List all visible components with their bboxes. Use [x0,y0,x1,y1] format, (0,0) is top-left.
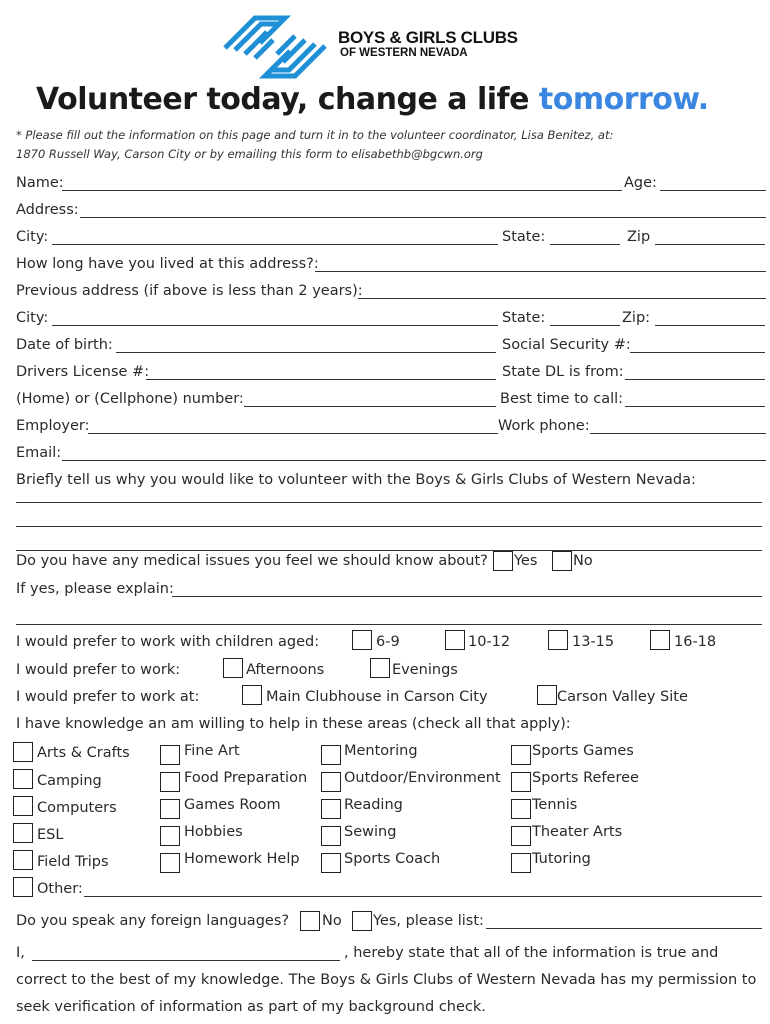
medical-explain-field[interactable] [172,596,762,597]
languages-list-field[interactable] [486,928,762,929]
computers-checkbox[interactable] [13,796,33,816]
medical-no-label: No [573,553,593,569]
ssn-label: Social Security #: [502,337,631,353]
camping-label: Camping [37,773,102,789]
medical-explain-line-2[interactable] [16,624,762,625]
medical-yes-checkbox[interactable] [493,551,513,571]
name-label: Name: [16,175,64,191]
why-volunteer-line-2[interactable] [16,526,762,527]
zip2-label: Zip: [622,310,651,326]
afternoons-checkbox[interactable] [223,658,243,678]
logo [215,8,555,88]
headline-accent: tomorrow. [538,82,709,117]
age-16-18-checkbox[interactable] [650,630,670,650]
how-long-label: How long have you lived at this address?: [16,256,319,272]
areas-label: I have knowledge an am willing to help in these areas (check all that apply): [16,716,571,732]
medical-no-checkbox[interactable] [552,551,572,571]
zip-field[interactable] [655,244,765,245]
languages-yes-checkbox[interactable] [352,911,372,931]
state-dl-label: State DL is from: [502,364,624,380]
hobbies-checkbox[interactable] [160,826,180,846]
evenings-checkbox[interactable] [370,658,390,678]
state2-label: State: [502,310,546,326]
arts-crafts-label: Arts & Crafts [37,745,130,761]
work-phone-label: Work phone: [498,418,590,434]
homework-help-checkbox[interactable] [160,853,180,873]
fine-art-checkbox[interactable] [160,745,180,765]
homework-help-label: Homework Help [184,851,300,867]
phone-field[interactable] [244,406,496,407]
main-clubhouse-checkbox[interactable] [242,685,262,705]
instructions-line1: * Please fill out the information on this page and turn it in to the volunteer coordinator, Lisa Benitez, at: [16,128,614,142]
name-field[interactable] [62,190,622,191]
age-6-9-checkbox[interactable] [352,630,372,650]
fine-art-label: Fine Art [184,743,240,759]
sewing-label: Sewing [344,824,397,840]
ages-label: I would prefer to work with children aged: [16,634,320,650]
computers-label: Computers [37,800,117,816]
tutoring-checkbox[interactable] [511,853,531,873]
carson-valley-checkbox[interactable] [537,685,557,705]
age-16-18-label: 16-18 [674,634,717,650]
city2-field[interactable] [52,325,498,326]
work-phone-field[interactable] [590,433,766,434]
age-label: Age: [624,175,657,191]
field-trips-checkbox[interactable] [13,850,33,870]
sports-games-label: Sports Games [532,743,634,759]
tennis-checkbox[interactable] [511,799,531,819]
age-10-12-checkbox[interactable] [445,630,465,650]
ssn-field[interactable] [630,352,765,353]
sports-referee-checkbox[interactable] [511,772,531,792]
age-10-12-label: 10-12 [468,634,511,650]
why-volunteer-label: Briefly tell us why you would like to volunteer with the Boys & Girls Clubs of Western Nevada: [16,472,696,488]
state-field[interactable] [550,244,620,245]
tennis-label: Tennis [532,797,578,813]
outdoor-checkbox[interactable] [321,772,341,792]
logo-title: BOYS & GIRLS CLUBS [338,28,518,47]
medical-question: Do you have any medical issues you feel we should know about? [16,553,488,569]
reading-checkbox[interactable] [321,799,341,819]
outdoor-label: Outdoor/Environment [344,770,501,786]
medical-explain-label: If yes, please explain: [16,581,174,597]
esl-label: ESL [37,827,64,843]
dob-field[interactable] [116,352,496,353]
drivers-license-label: Drivers License #: [16,364,150,380]
email-field[interactable] [62,460,766,461]
employer-label: Employer: [16,418,90,434]
games-room-label: Games Room [184,797,281,813]
zip2-field[interactable] [655,325,765,326]
food-prep-label: Food Preparation [184,770,308,786]
games-room-checkbox[interactable] [160,799,180,819]
main-clubhouse-label: Main Clubhouse in Carson City [266,689,488,705]
why-volunteer-line-1[interactable] [16,502,762,503]
languages-no-checkbox[interactable] [300,911,320,931]
best-time-field[interactable] [625,406,765,407]
theater-arts-label: Theater Arts [532,824,623,840]
other-label: Other: [37,881,83,897]
state-dl-field[interactable] [625,379,765,380]
city-label: City: [16,229,49,245]
medical-yes-label: Yes [514,553,538,569]
email-label: Email: [16,445,62,461]
camping-checkbox[interactable] [13,769,33,789]
state-label: State: [502,229,546,245]
headline-main: Volunteer today, change a life [36,82,539,117]
food-prep-checkbox[interactable] [160,772,180,792]
statement-line2: correct to the best of my knowledge. The Boys & Girls Clubs of Western Nevada has my permission to [16,972,757,988]
esl-checkbox[interactable] [13,823,33,843]
address-label: Address: [16,202,79,218]
instructions-line2: 1870 Russell Way, Carson City or by emailing this form to elisabethb@bgcwn.org [16,147,483,161]
afternoons-label: Afternoons [246,662,325,678]
hobbies-label: Hobbies [184,824,243,840]
location-label: I would prefer to work at: [16,689,200,705]
languages-yes-label: Yes, please list: [373,913,484,929]
evenings-label: Evenings [392,662,458,678]
age-13-15-label: 13-15 [572,634,615,650]
arts-crafts-checkbox[interactable] [13,742,33,762]
sports-coach-label: Sports Coach [344,851,441,867]
sewing-checkbox[interactable] [321,826,341,846]
statement-suffix: , hereby state that all of the information is true and [344,945,719,961]
statement-line3: seek verification of information as part of my background check. [16,999,486,1015]
best-time-label: Best time to call: [500,391,624,407]
age-field[interactable] [660,190,766,191]
languages-no-label: No [322,913,342,929]
how-long-field[interactable] [315,271,766,272]
mentoring-label: Mentoring [344,743,418,759]
previous-address-field[interactable] [358,298,766,299]
page-title [36,82,709,117]
sports-coach-checkbox[interactable] [321,853,341,873]
tutoring-label: Tutoring [532,851,591,867]
logo-subtitle: OF WESTERN NEVADA [340,47,468,59]
sports-games-checkbox[interactable] [511,745,531,765]
employer-field[interactable] [88,433,498,434]
age-6-9-label: 6-9 [376,634,400,650]
city-field[interactable] [52,244,498,245]
logo-hands-icon [215,8,335,86]
carson-valley-label: Carson Valley Site [557,689,688,705]
field-trips-label: Field Trips [37,854,109,870]
time-label: I would prefer to work: [16,662,181,678]
reading-label: Reading [344,797,403,813]
state2-field[interactable] [550,325,620,326]
drivers-license-field[interactable] [146,379,496,380]
previous-address-label: Previous address (if above is less than 2 years): [16,283,363,299]
theater-arts-checkbox[interactable] [511,826,531,846]
other-field[interactable] [84,896,762,897]
zip-label: Zip [627,229,651,245]
sports-referee-label: Sports Referee [532,770,639,786]
languages-question: Do you speak any foreign languages? [16,913,290,929]
city2-label: City: [16,310,49,326]
mentoring-checkbox[interactable] [321,745,341,765]
statement-prefix: I, [16,945,25,961]
age-13-15-checkbox[interactable] [548,630,568,650]
phone-label: (Home) or (Cellphone) number: [16,391,244,407]
address-field[interactable] [80,217,766,218]
dob-label: Date of birth: [16,337,113,353]
why-volunteer-line-3[interactable] [16,550,762,551]
other-checkbox[interactable] [13,877,33,897]
statement-name-field[interactable] [32,960,340,961]
